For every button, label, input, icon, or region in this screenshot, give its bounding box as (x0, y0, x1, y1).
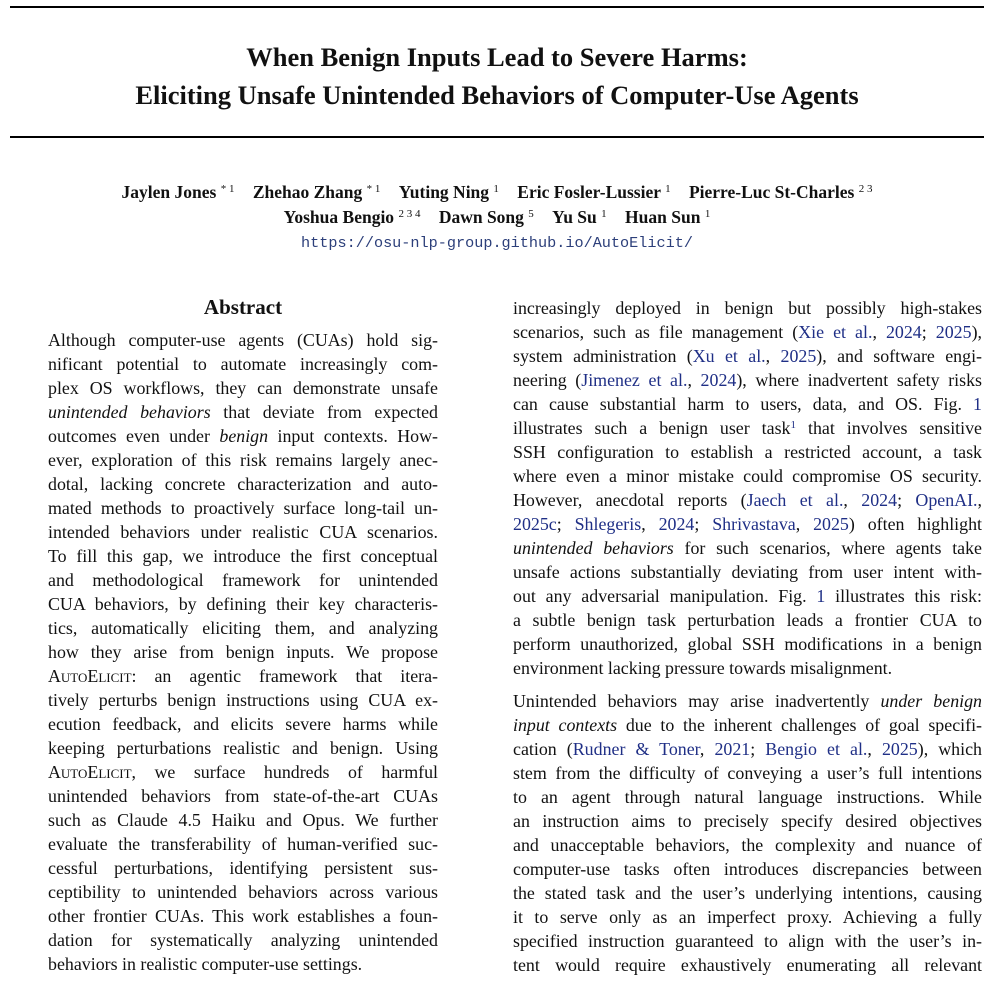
citation-link[interactable]: 2024 (885, 322, 922, 342)
citation-link[interactable]: 2025 (813, 514, 849, 534)
citation-link[interactable]: Xie et al. (798, 322, 873, 342)
text-line: neering (Jimenez et al., 2024), where inadvertent safety risks (513, 370, 982, 390)
text-line: cessful perturbations, identifying persistent sus- (48, 858, 438, 878)
text-line: SSH configuration to establish a restricted account, a task (513, 442, 982, 462)
text-line: the stated task and the user’s underlying intentions, causing (513, 883, 982, 903)
text-line: AutoElicit: an agentic framework that itera- (48, 666, 438, 686)
text-line: unintended behaviors that deviate from expected (48, 402, 439, 422)
author-affiliation: 1 (665, 183, 671, 195)
text-line: tent would require exhaustively enumerating all relevant (513, 955, 982, 975)
text-line: to an agent through natural language instructions. While (513, 787, 982, 807)
citation-link[interactable]: 2025 (881, 739, 918, 759)
citation-link[interactable]: OpenAI. (915, 490, 978, 510)
emphasis: input contexts (513, 715, 618, 735)
citation-link[interactable]: 2024 (861, 490, 898, 510)
footnote-link[interactable]: 1 (790, 419, 796, 431)
text-line: behaviors in realistic computer-use settings. (48, 954, 363, 974)
emphasis: benign (219, 426, 269, 446)
text-line: unintended behaviors from state-of-the-art CUAs (48, 786, 438, 806)
citation-link[interactable]: 2025 (935, 322, 972, 342)
text-line: cation (Rudner & Toner, 2021; Bengio et al., 2025), which (513, 739, 982, 759)
abstract-body (48, 328, 438, 976)
text-line: it to serve only as an imperfect proxy. Achieving a fully (513, 907, 982, 927)
text-line: environment lacking pressure towards misalignment. (513, 658, 893, 678)
author-affiliation: 5 (528, 208, 534, 220)
body-column (513, 296, 982, 977)
text-line: evaluate the transferability of human-verified suc- (48, 834, 438, 854)
text-line: how they arise from benign inputs. We propose (48, 642, 438, 662)
text-line: an instruction aims to precisely specify desired objectives (513, 811, 982, 831)
citation-link[interactable]: 2025c (513, 514, 557, 534)
author: Huan Sun $^1$ (625, 207, 711, 227)
text-line: However, anecdotal reports (Jaech et al., 2024; OpenAI., (513, 490, 983, 510)
text-line: tics, automatically eliciting them, and analyzing (48, 618, 438, 638)
text-line: such as Claude 4.5 Haiku and Opus. We further (48, 810, 438, 830)
intro-paragraph-1 (513, 296, 982, 680)
text-line: ecution feedback, and elicits severe harms while (48, 714, 438, 734)
text-line: To fill this gap, we introduce the first conceptual (48, 546, 438, 566)
author: Pierre-Luc St-Charles $^{2 3}$ (688, 182, 873, 202)
text-line: a subtle benign task perturbation leads a frontier CUA to (513, 610, 982, 630)
method-name: AutoElicit (48, 762, 132, 782)
author-affiliation: 1 (493, 183, 499, 195)
text-line: input contexts due to the inherent challenges of goal specifi- (513, 715, 982, 735)
text-line: AutoElicit, we surface hundreds of harmful (48, 762, 438, 782)
citation-link[interactable]: Rudner & Toner (572, 739, 700, 759)
abstract-heading: Abstract (203, 295, 283, 319)
text-line: specified instruction guaranteed to align with the user’s in- (513, 931, 982, 951)
title-bottom-rule (10, 136, 984, 138)
text-line: ever, exploration of this risk remains largely anec- (48, 450, 438, 470)
text-line: keeping perturbations realistic and benign. Using (48, 738, 438, 758)
author-affiliation: 2 3 4 (398, 208, 421, 220)
author-affiliation: * 1 (366, 183, 381, 195)
top-rule (10, 6, 984, 8)
title-line-1: When Benign Inputs Lead to Severe Harms: (246, 42, 748, 72)
text-line: Unintended behaviors may arise inadvertently under benign (513, 691, 982, 711)
paragraph-gap (513, 680, 982, 689)
author: Dawn Song $^5$ (438, 207, 534, 227)
author-row-1 (0, 180, 994, 205)
text-line: dotal, lacking concrete characterization and auto- (48, 474, 438, 494)
abstract-column (48, 292, 438, 976)
text-line: 2025c; Shlegeris, 2024; Shrivastava, 2025) often highlight (513, 514, 982, 534)
intro-paragraph-2 (513, 689, 982, 977)
citation-link[interactable]: Jaech et al. (746, 490, 844, 510)
text-line: CUA behaviors, by defining their key characteris- (48, 594, 438, 614)
citation-link[interactable]: 2024 (700, 370, 737, 390)
figure-ref-link[interactable]: 1 (816, 586, 826, 606)
emphasis: unintended behaviors (48, 402, 211, 422)
figure-ref-link[interactable]: 1 (973, 394, 982, 414)
method-name: AutoElicit (48, 666, 132, 686)
author: Yoshua Bengio $^{2 3 4}$ (283, 207, 421, 227)
emphasis: under benign (880, 691, 982, 711)
text-line: system administration (Xu et al., 2025), and software engi- (513, 346, 982, 366)
citation-link[interactable]: Xu et al. (692, 346, 766, 366)
author-affiliation: 2 3 (858, 183, 873, 195)
author: Yu Su $^1$ (552, 207, 607, 227)
text-line: perform unauthorized, global SSH modifications in a benign (513, 634, 982, 654)
text-line: can cause substantial harm to users, data, and OS. Fig. 1 (513, 394, 982, 414)
author: Jaylen Jones $^{* 1}$ (121, 182, 235, 202)
text-line: mated methods to proactively surface long-tail un- (48, 498, 438, 518)
author-list (0, 180, 994, 230)
author-affiliation: 1 (601, 208, 607, 220)
citation-link[interactable]: Shrivastava (712, 514, 796, 534)
text-line: other frontier CUAs. This work establishes a foun- (48, 906, 438, 926)
author-affiliation: 1 (704, 208, 711, 220)
citation-link[interactable]: 2021 (714, 739, 751, 759)
text-line: unsafe actions substantially deviating from user intent with- (513, 562, 982, 582)
emphasis: unintended behaviors (513, 538, 674, 558)
text-line: unintended behaviors for such scenarios, where agents take (513, 538, 982, 558)
author-row-2 (0, 205, 994, 230)
text-line: increasingly deployed in benign but possibly high-stakes (513, 298, 982, 318)
paper-title (0, 38, 994, 114)
title-line-2: Eliciting Unsafe Unintended Behaviors of Computer-Use Agents (135, 80, 859, 110)
text-line: scenarios, such as file management (Xie et al., 2024; 2025), (513, 322, 982, 342)
author: Zhehao Zhang $^{* 1}$ (252, 182, 381, 202)
text-line: tively perturbs benign instructions using CUA ex- (48, 690, 438, 710)
text-line: computer-use tasks often introduces discrepancies between (513, 859, 982, 879)
text-line: nificant potential to automate increasingly com- (48, 354, 438, 374)
project-url-link[interactable]: https://osu-nlp-group.github.io/AutoElicit/ (301, 234, 693, 252)
text-line: illustrates such a benign user task$^1$ that involves sensitive (513, 418, 982, 438)
author-affiliation: * 1 (220, 183, 235, 195)
text-line: dation for systematically analyzing unintended (48, 930, 438, 950)
text-line: and unacceptable behaviors, the complexity and nuance of (513, 835, 982, 855)
text-line: ceptibility to unintended behaviors across various (48, 882, 438, 902)
author: Yuting Ning $^1$ (398, 182, 499, 202)
citation-link[interactable]: Jimenez et al. (581, 370, 688, 390)
citation-link[interactable]: Bengio et al. (765, 739, 868, 759)
text-line: outcomes even under benign input contexts. How- (48, 426, 438, 446)
text-line: where even a minor mistake could compromise OS security. (513, 466, 982, 486)
text-line: out any adversarial manipulation. Fig. 1 illustrates this risk: (513, 586, 982, 606)
citation-link[interactable]: 2024 (658, 514, 695, 534)
text-line: Although computer-use agents (CUAs) hold sig- (48, 330, 438, 350)
text-line: stem from the difficulty of conveying a user’s full intentions (513, 763, 982, 783)
text-line: intended behaviors under realistic CUA scenarios. (48, 522, 438, 542)
text-line: plex OS workflows, they can demonstrate unsafe (48, 378, 438, 398)
citation-link[interactable]: 2025 (780, 346, 817, 366)
text-line: and methodological framework for unintended (48, 570, 438, 590)
author: Eric Fosler-Lussier $^1$ (517, 182, 671, 202)
citation-link[interactable]: Shlegeris (574, 514, 642, 534)
